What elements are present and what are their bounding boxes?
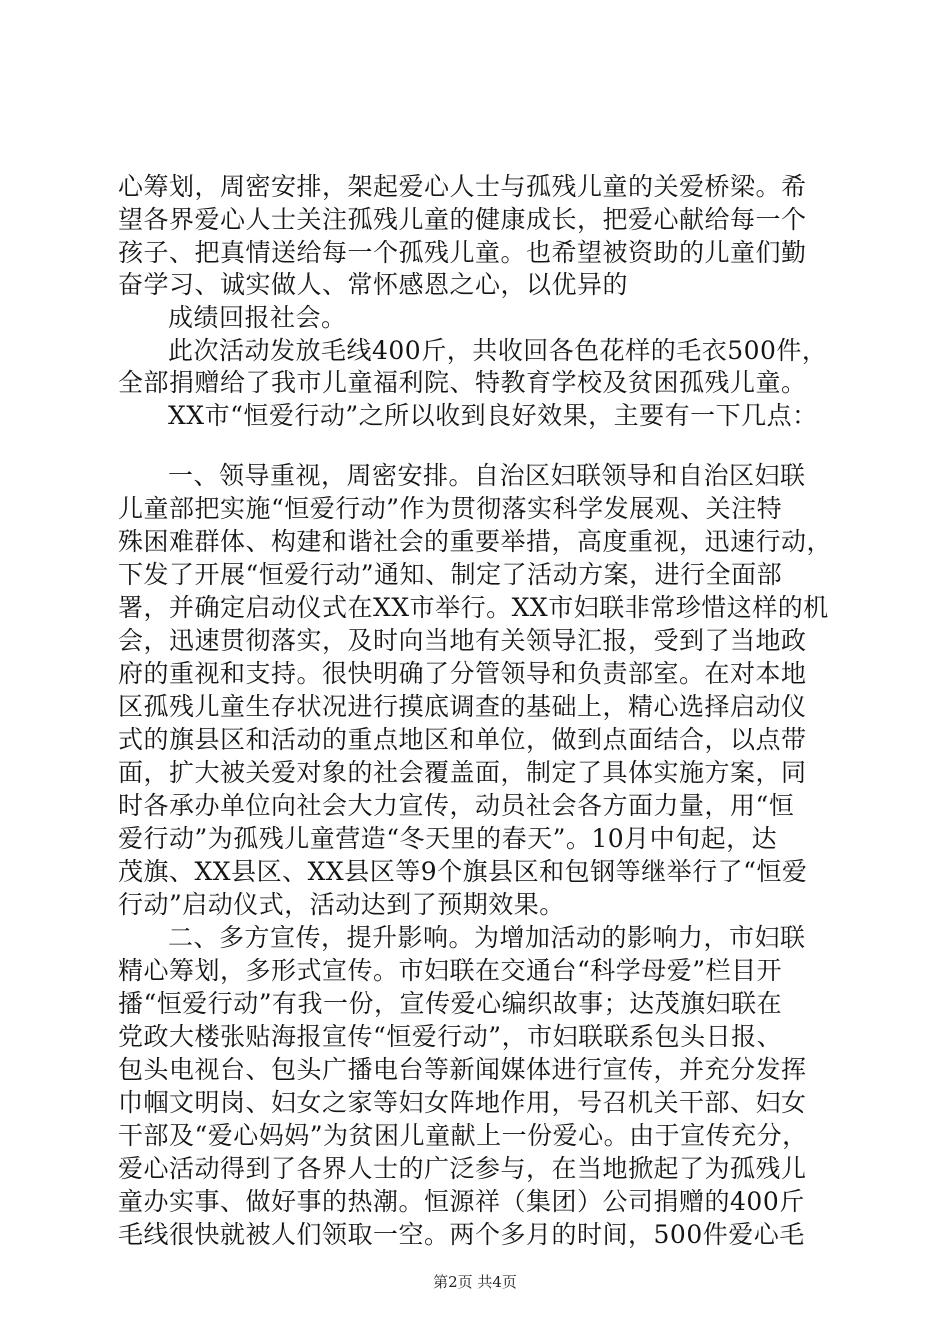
text-line: 下发了开展“恒爱行动”通知、制定了活动方案，进行全面部: [118, 560, 783, 589]
text-line: 干部及“爱心妈妈”为贫困儿童献上一份爱心。由于宣传充分，: [118, 1121, 808, 1150]
text-line: 面，扩大被关爱对象的社会覆盖面，制定了具体实施方案，同: [118, 758, 807, 787]
text-line: 爱行动”为孤残儿童营造“冬天里的春天”。10月中旬起，达: [118, 824, 778, 853]
text-line: 府的重视和支持。很快明确了分管领导和负责部室。在对本地: [118, 659, 807, 688]
text-line: 茂旗、XX县区、XX县区等9个旗县区和包钢等继举行了“恒爱: [118, 857, 808, 886]
text-line: 播“恒爱行动”有我一份，宣传爱心编织故事；达茂旗妇联在: [118, 989, 783, 1018]
text-line: 奋学习、诚实做人、常怀感恩之心，以优异的: [118, 270, 629, 299]
text-line: 区孤残儿童生存状况进行摸底调查的基础上，精心选择启动仪: [118, 692, 807, 721]
text-line: 全部捐赠给了我市儿童福利院、特教育学校及贫困孤残儿童。: [118, 368, 807, 397]
text-line: 孩子、把真情送给每一个孤残儿童。也希望被资助的儿童们勤: [118, 238, 807, 267]
text-line: 童办实事、做好事的热潮。恒源祥（集团）公司捐赠的400斤: [118, 1187, 805, 1216]
text-line: 心筹划，周密安排，架起爱心人士与孤残儿童的关爱桥梁。希: [118, 172, 807, 201]
text-line: 一、领导重视，周密安排。自治区妇联领导和自治区妇联: [168, 461, 806, 490]
text-line: 爱心活动得到了各界人士的广泛参与，在当地掀起了为孤残儿: [118, 1154, 807, 1183]
text-line: 署，并确定启动仪式在XX市举行。XX市妇联非常珍惜这样的机: [118, 593, 829, 622]
text-line: 巾帼文明岗、妇女之家等妇女阵地作用，号召机关干部、妇女: [118, 1088, 807, 1117]
text-line: 望各界爱心人士关注孤残儿童的健康成长，把爱心献给每一个: [118, 205, 807, 234]
text-line: 此次活动发放毛线400斤，共收回各色花样的毛衣500件，: [168, 336, 828, 365]
text-line: 成绩回报社会。: [168, 303, 347, 332]
text-line: 党政大楼张贴海报宣传“恒爱行动”，市妇联联系包头日报、: [118, 1022, 783, 1051]
text-line: 二、多方宣传，提升影响。为增加活动的影响力，市妇联: [168, 923, 806, 952]
text-line: 行动”启动仪式，活动达到了预期效果。: [118, 890, 565, 919]
page-number-footer: 第2页 共4页: [433, 1273, 517, 1291]
text-line: 精心筹划，多形式宣传。市妇联在交通台“科学母爱”栏目开: [118, 956, 783, 985]
text-line: 包头电视台、包头广播电台等新闻媒体进行宣传，并充分发挥: [118, 1055, 807, 1084]
text-line: 毛线很快就被人们领取一空。两个多月的时间，500件爱心毛: [118, 1220, 805, 1249]
text-line: 殊困难群体、构建和谐社会的重要举措，高度重视，迅速行动，: [118, 527, 833, 556]
text-line: 儿童部把实施“恒爱行动”作为贯彻落实科学发展观、关注特: [118, 494, 783, 523]
text-line: XX市“恒爱行动”之所以收到良好效果，主要有一下几点：: [168, 401, 818, 430]
text-line: 会，迅速贯彻落实，及时向当地有关领导汇报，受到了当地政: [118, 626, 807, 655]
text-line: 时各承办单位向社会大力宣传，动员社会各方面力量，用“恒: [118, 791, 795, 820]
text-line: 式的旗县区和活动的重点地区和单位，做到点面结合，以点带: [118, 725, 807, 754]
